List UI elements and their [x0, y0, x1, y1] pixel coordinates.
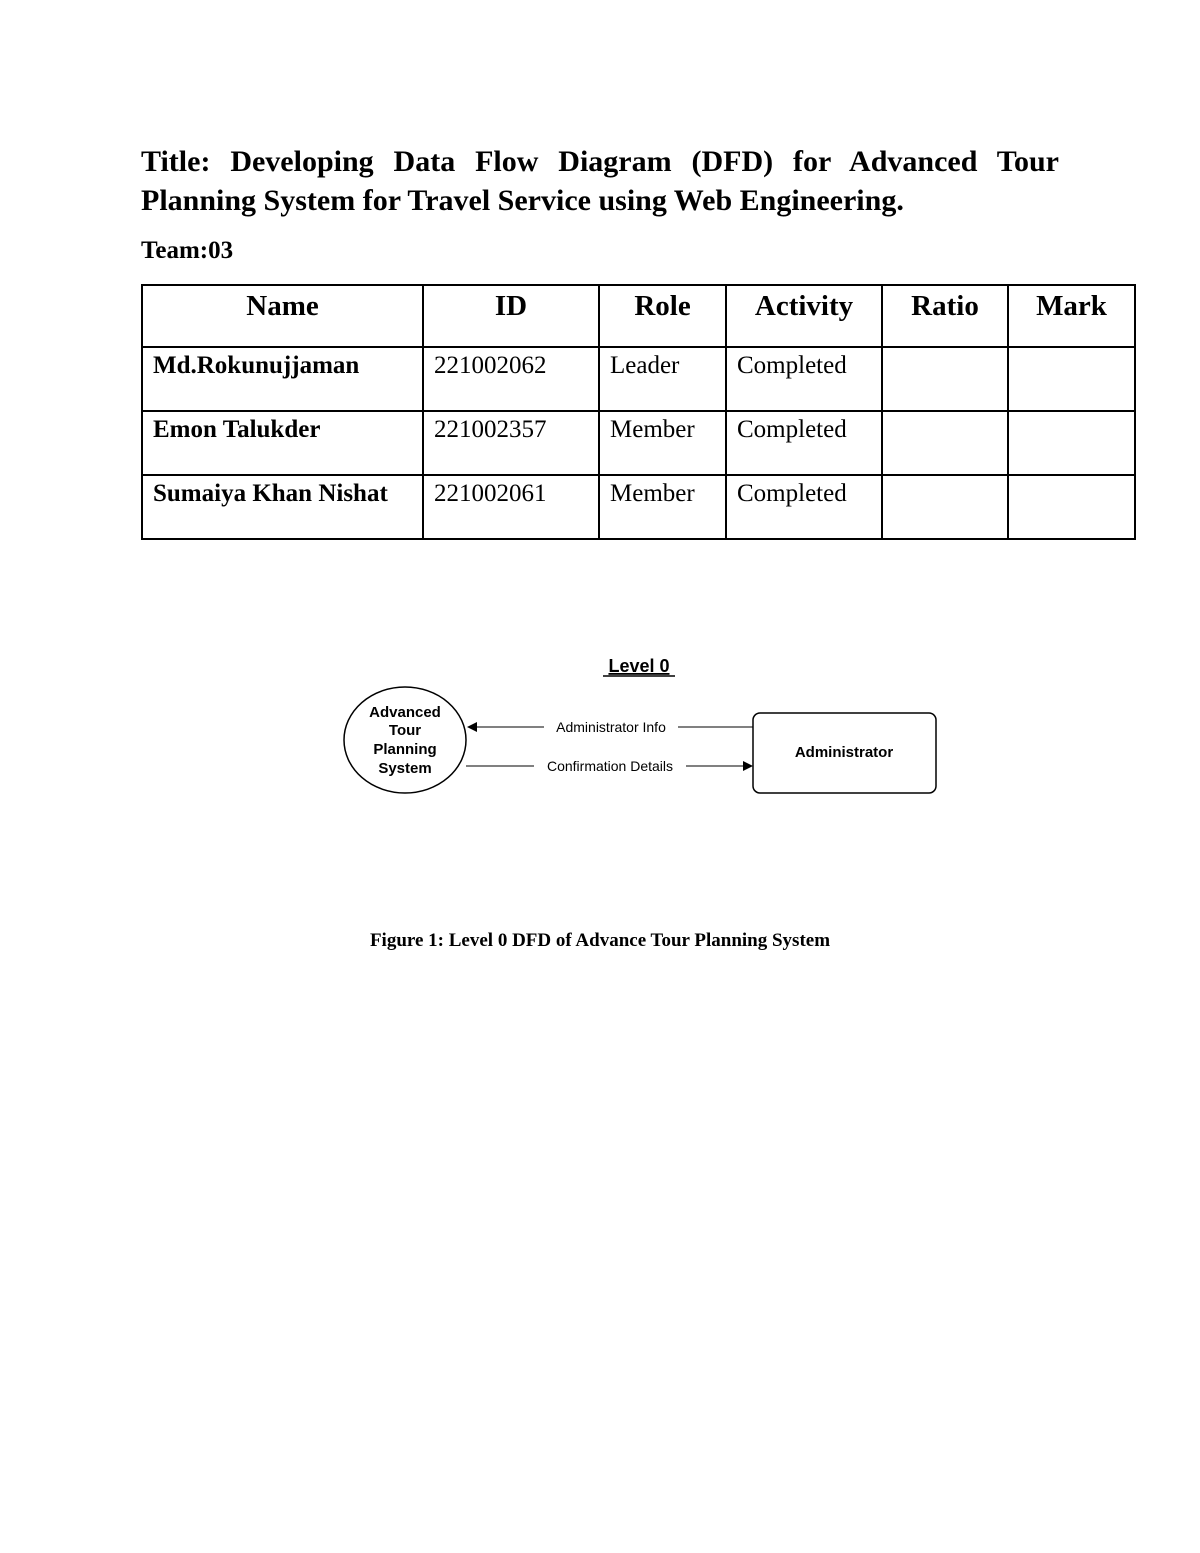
table-header-row — [142, 285, 1135, 347]
member-mark — [1008, 475, 1135, 539]
document-title: Title: Developing Data Flow Diagram (DFD) for Advanced Tour Planning System for Travel Service using Web Engineering. — [141, 145, 1059, 217]
column-header-role: Role — [599, 285, 726, 347]
figure-caption: Figure 1: Level 0 DFD of Advance Tour Planning System — [369, 930, 831, 951]
external-entity-label: Administrator — [794, 744, 894, 761]
team-table — [141, 284, 1136, 540]
level-0-dfd-diagram — [330, 650, 950, 810]
member-name: Emon Talukder — [142, 411, 423, 475]
member-role: Member — [599, 411, 726, 475]
team-label: Team:03 — [141, 237, 234, 264]
member-id: 221002357 — [423, 411, 599, 475]
member-id: 221002062 — [423, 347, 599, 411]
member-activity: Completed — [726, 475, 882, 539]
column-header-ratio: Ratio — [882, 285, 1008, 347]
member-ratio — [882, 411, 1008, 475]
column-header-id: ID — [423, 285, 599, 347]
table-row — [142, 411, 1135, 475]
flow-label-administrator-info: Administrator Info — [556, 719, 666, 735]
member-mark — [1008, 347, 1135, 411]
member-ratio — [882, 347, 1008, 411]
member-activity: Completed — [726, 411, 882, 475]
process-label-line-3: Planning — [373, 741, 437, 758]
process-label-line-4: System — [378, 760, 432, 777]
member-role: Leader — [599, 347, 726, 411]
member-id: 221002061 — [423, 475, 599, 539]
column-header-name: Name — [142, 285, 423, 347]
member-activity: Completed — [726, 347, 882, 411]
column-header-activity: Activity — [726, 285, 882, 347]
process-label-line-2: Tour — [388, 722, 422, 739]
column-header-mark: Mark — [1008, 285, 1135, 347]
member-role: Member — [599, 475, 726, 539]
diagram-heading: Level 0 — [608, 656, 670, 676]
flow-label-confirmation-details: Confirmation Details — [546, 758, 674, 774]
member-name: Sumaiya Khan Nishat — [142, 475, 423, 539]
table-row — [142, 475, 1135, 539]
member-ratio — [882, 475, 1008, 539]
process-label-line-1: Advanced — [369, 704, 441, 721]
member-name: Md.Rokunujjaman — [142, 347, 423, 411]
process-circle — [344, 687, 466, 793]
table-row — [142, 347, 1135, 411]
member-mark — [1008, 411, 1135, 475]
